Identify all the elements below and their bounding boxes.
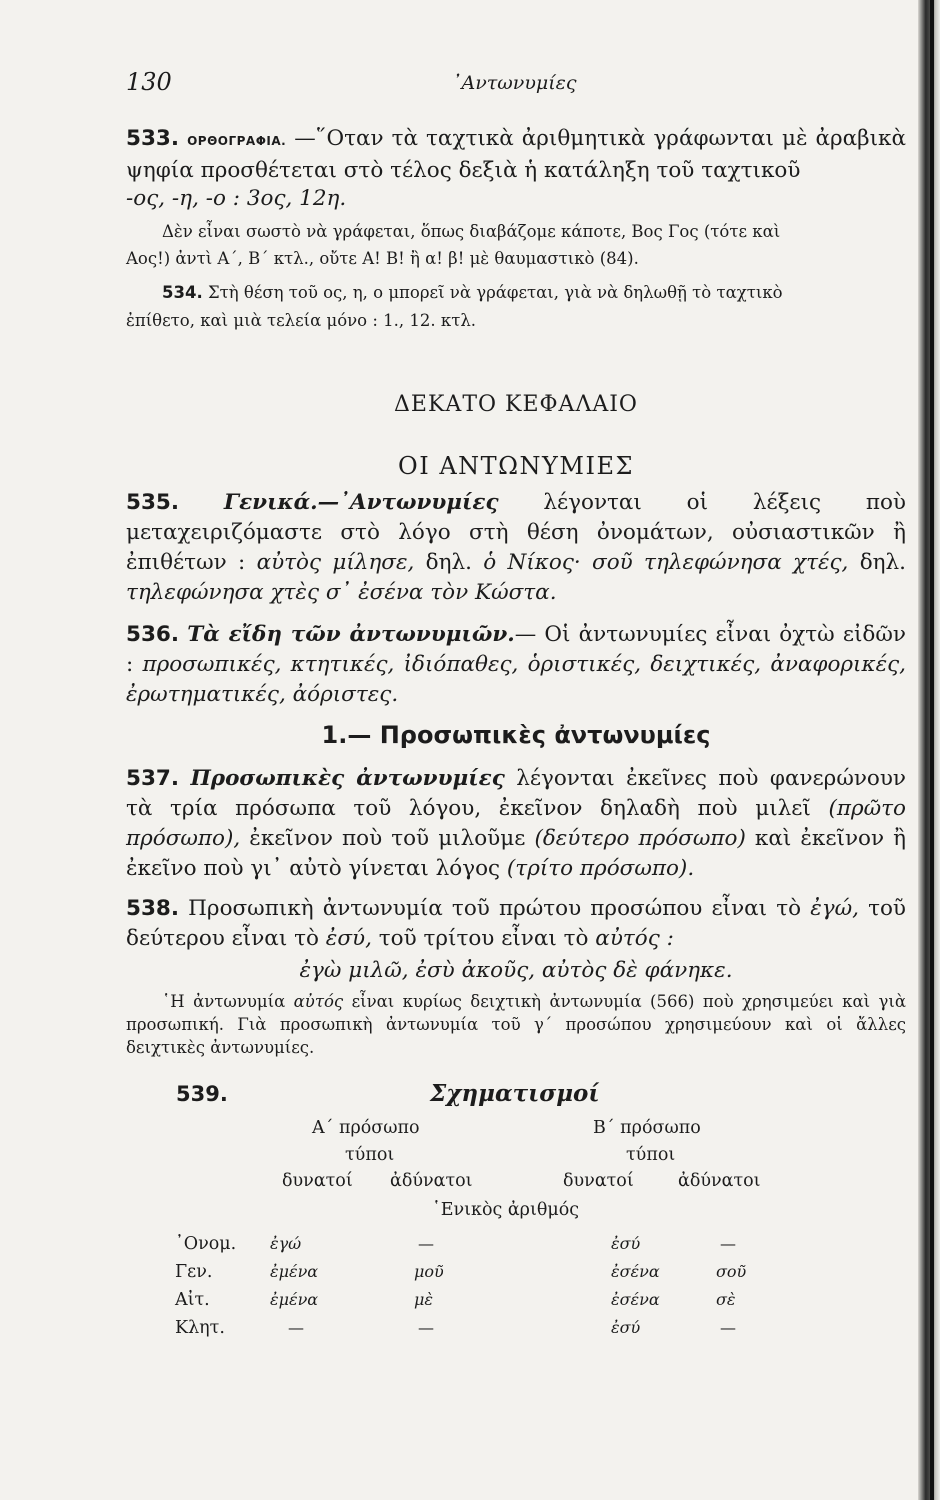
form-cell: σὲ xyxy=(716,1290,736,1309)
paragraph-538 xyxy=(126,894,906,954)
ordinal-endings: -ος, -η, -ο : 3ος, 12η. xyxy=(126,186,347,211)
strong-heading-a: δυνατοί xyxy=(282,1171,353,1191)
defined-term: Προσωπικὲς ἀντωνυμίες xyxy=(190,766,505,791)
chapter-number: ΔΕΚΑΤΟ ΚΕΦΑΛΑΙΟ xyxy=(394,392,638,417)
weak-heading-b: ἀδύνατοι xyxy=(678,1171,761,1191)
facing-page-edge xyxy=(930,0,934,1500)
pronoun-word: ἐσύ, xyxy=(325,926,372,951)
example-sentence-line xyxy=(126,956,906,986)
paragraph-number: 533. xyxy=(126,126,180,151)
paragraph-text: ἐκεῖνον ποὺ τοῦ μιλοῦμε xyxy=(240,826,535,851)
ordinal-endings-line xyxy=(126,184,906,214)
person-a-heading: Α΄ πρόσωπο xyxy=(312,1118,420,1138)
paragraph-text: Προσωπικὴ ἀντωνυμία τοῦ πρώτου προσώπου εἶναι τὸ xyxy=(179,896,811,921)
section-label: ΟΡΘΟΓΡΑΦΙΑ. xyxy=(187,134,287,148)
form-cell: ἐσύ xyxy=(611,1234,641,1253)
italic-text: (δεύτερο πρόσωπο) xyxy=(534,826,746,851)
form-cell: — xyxy=(288,1318,304,1337)
form-cell: ἐσύ xyxy=(611,1318,641,1337)
paragraph-number: 536. xyxy=(126,622,180,647)
weak-heading-a: ἀδύνατοι xyxy=(390,1171,473,1191)
paragraph-535 xyxy=(126,488,906,608)
paragraph-number: 535. xyxy=(126,490,180,515)
paragraph-heading: Τὰ εἴδη τῶν ἀντωνυμιῶν. xyxy=(187,622,515,647)
note-text: ῾Η ἀντωνυμία xyxy=(162,992,294,1011)
pronoun-kinds: προσωπικές, κτητικές, ἰδιόπαθες, ὁριστικές, δειχτικές, ἀναφορικές, ἐρωτηματικές, ἀόριστες. xyxy=(126,652,907,707)
number-heading: ῾Ενικὸς ἀριθμός xyxy=(432,1200,580,1220)
paragraph-text: καὶ ἐκεῖνον ἢ ἐκεῖνο ποὺ γι᾿ αὐτὸ γίνεται λόγος xyxy=(126,826,906,881)
form-cell: — xyxy=(418,1234,434,1253)
case-label: Κλητ. xyxy=(175,1318,225,1338)
example-text: τηλεφώνησα χτὲς σ᾿ ἐσένα τὸν Κώστα. xyxy=(126,580,557,605)
form-cell: ἐσένα xyxy=(611,1290,660,1309)
paragraph-text: λέγονται ἐκεῖνες ποὺ φανερώνουν τὰ τρία πρόσωπα τοῦ λόγου, ἐκεῖνον δηλαδὴ ποὺ μιλεῖ xyxy=(126,766,907,821)
paragraph-534-line-1 xyxy=(126,281,906,304)
paragraph-text: τοῦ τρίτου εἶναι τὸ xyxy=(371,926,596,951)
connector-text: δηλ. xyxy=(414,550,484,575)
note-533-line-2: Αος!) ἀντὶ Α΄, Β΄ κτλ., οὔτε Α! Β! ἢ α! β! μὲ θαυμαστικὸ (84). xyxy=(126,249,639,268)
paragraph-536 xyxy=(126,620,906,710)
italic-text: (τρίτο πρόσωπο). xyxy=(506,856,695,881)
pronoun-word: ἐγώ, xyxy=(810,896,859,921)
book-spine-shadow xyxy=(918,0,940,1500)
form-cell: ἐσένα xyxy=(611,1262,660,1281)
form-cell: μοῦ xyxy=(414,1262,444,1281)
form-cell: μὲ xyxy=(414,1290,433,1309)
defined-term: —᾿Αντωνυμίες xyxy=(317,490,499,515)
case-label: Αἰτ. xyxy=(175,1290,210,1310)
form-cell: — xyxy=(720,1318,736,1337)
paragraph-text: λέγονται οἱ λέξεις ποὺ μεταχειριζόμαστε στὸ λόγο στὴ θέση ὀνομάτων, οὐσιαστικῶν ἢ ἐπιθέτων : xyxy=(126,490,906,575)
paragraph-533 xyxy=(126,124,906,186)
person-b-heading: Β΄ πρόσωπο xyxy=(593,1118,701,1138)
paragraph-text: — Οἱ ἀντωνυμίες εἶναι ὀχτὼ εἰδῶν : xyxy=(126,622,906,677)
italic-text: (πρῶτο πρόσωπο), xyxy=(126,796,906,851)
paragraph-number: 539. xyxy=(176,1082,228,1106)
paragraph-534-line-2: ἐπίθετο, καὶ μιὰ τελεία μόνο : 1., 12. κτλ. xyxy=(126,311,477,330)
example-sentence: ἐγὼ μιλῶ, ἐσὺ ἀκοῦς, αὐτὸς δὲ φάνηκε. xyxy=(299,958,733,983)
note-538 xyxy=(126,990,906,1059)
table-title: Σχηματισμοί xyxy=(430,1080,600,1107)
section-heading: 1.— Προσωπικὲς ἀντωνυμίες xyxy=(321,721,711,749)
paragraph-text: —῞Οταν τὰ ταχτικὰ ἀριθμητικὰ γράφωνται μὲ ἀραβικὰ ψηφία προσθέτεται στὸ τέλος δεξιὰ ἡ κατάληξη τοῦ ταχτικοῦ xyxy=(126,126,907,183)
paragraph-text: Στὴ θέση τοῦ ος, η, ο μπορεῖ νὰ γράφεται, γιὰ νὰ δηλωθῇ τὸ ταχτικὸ xyxy=(207,283,783,302)
form-cell: ἐμένα xyxy=(270,1262,319,1281)
forms-heading-b: τύποι xyxy=(626,1145,676,1165)
connector-text: δηλ. xyxy=(848,550,907,575)
paragraph-number: 534. xyxy=(162,283,203,302)
form-cell: — xyxy=(720,1234,736,1253)
chapter-title: ΟΙ ΑΝΤΩΝΥΜΙΕΣ xyxy=(398,452,634,480)
case-label: ᾿Ονομ. xyxy=(175,1234,237,1254)
note-533-line-1: Δὲν εἶναι σωστὸ νὰ γράφεται, ὅπως διαβάζομε κάποτε, Βος Γος (τότε καὶ xyxy=(162,222,781,241)
example-text: αὐτὸς μίλησε, xyxy=(256,550,415,575)
form-cell: ἐγώ xyxy=(270,1234,302,1253)
pronoun-word: αὐτός xyxy=(293,992,344,1011)
example-text: ὁ Νίκος· σοῦ τηλεφώνησα χτές, xyxy=(483,550,849,575)
running-title: ᾿Αντωνυμίες xyxy=(452,72,577,94)
form-cell: ἐμένα xyxy=(270,1290,319,1309)
forms-heading-a: τύποι xyxy=(345,1145,395,1165)
paragraph-heading: Γενικά. xyxy=(223,490,318,515)
paragraph-537 xyxy=(126,764,906,884)
strong-heading-b: δυνατοί xyxy=(563,1171,634,1191)
case-label: Γεν. xyxy=(175,1262,213,1282)
form-cell: σοῦ xyxy=(716,1262,747,1281)
pronoun-word: αὐτός : xyxy=(595,926,674,951)
paragraph-number: 538. xyxy=(126,896,180,921)
paragraph-text: τοῦ δεύτερου εἶναι τὸ xyxy=(126,896,906,951)
form-cell: — xyxy=(418,1318,434,1337)
paragraph-number: 537. xyxy=(126,766,180,791)
page-number: 130 xyxy=(126,68,172,96)
note-text: εἶναι κυρίως δειχτικὴ ἀντωνυμία (566) ποὺ χρησιμεύει καὶ γιὰ προσωπική. Γιὰ προσωπικὴ ἀντωνυμία τοῦ γ΄ προσώπου χρησιμεύουν καὶ οἱ ἄλλες δειχτικὲς ἀντωνυμίες. xyxy=(126,992,906,1057)
